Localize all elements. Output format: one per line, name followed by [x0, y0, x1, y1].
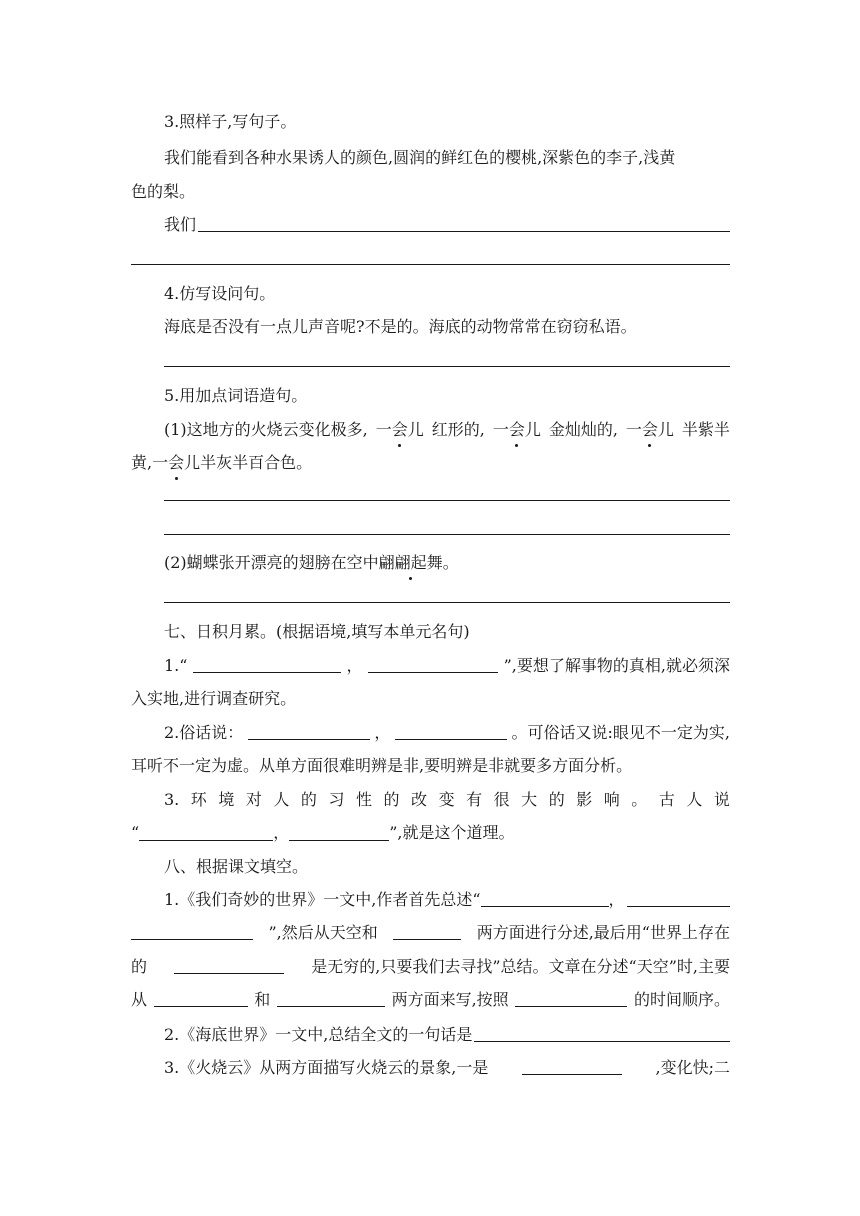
q5-s1-dotted-word-2: 一会儿 [493, 418, 541, 442]
s7-q3-char: 性 [355, 790, 372, 809]
s7-q3-char: 对 [245, 790, 262, 809]
q5-s1-text-a: (1)这地方的火烧云变化极多, [164, 420, 368, 439]
s7-q3-blank-1[interactable] [139, 822, 273, 841]
s8-q1-text-g: 从 [131, 990, 148, 1009]
s7-q3-char: 3. [164, 790, 180, 809]
s7-q3-char: 变 [438, 790, 455, 809]
s8-q1-blank-2b[interactable] [131, 921, 253, 940]
s7-q3-char: 很 [493, 790, 510, 809]
q5-s1-text-g: 半紫半 [681, 420, 730, 439]
s7-q3-open: “ [131, 823, 140, 842]
q5-s1-answer-line2[interactable] [164, 534, 730, 535]
q3-example-line1: 我们能看到各种水果诱人的颜色,圆润的鲜红色的樱桃,深紫色的李子,浅黄 [164, 148, 676, 167]
q5-sentence1-line2 [131, 451, 730, 475]
s8-q1-text-i: 两方面来写,按照 [391, 990, 509, 1009]
q5-s1-text-h: 黄, [131, 453, 153, 472]
s7-q1-line1 [164, 654, 730, 678]
s7-q2-rest: 。可俗话又说:眼见不一定为实, [511, 723, 730, 742]
s8-q1-line4 [131, 988, 730, 1012]
s8-q1-text-d: 两方面进行分述,最后用“世界上存在 [476, 923, 730, 942]
q4-title: 4.仿写设问句。 [164, 284, 276, 303]
s7-q3-char: 的 [383, 790, 400, 809]
q5-s2-text-a: (2)蝴蝶张开漂亮的翅膀在空中 [164, 553, 379, 572]
q5-s2-text-c: 。 [442, 553, 459, 572]
q3-title: 3.照样子,写句子。 [164, 112, 297, 131]
s8-q1-text-c: ”,然后从天空和 [268, 923, 378, 942]
q5-sentence1-line1 [164, 418, 730, 442]
s7-q3-char: 说 [713, 790, 730, 809]
q5-s1-dotted-word-3: 一会儿 [626, 418, 674, 442]
s7-q3-char: 人 [686, 790, 703, 809]
s7-q3-char: 人 [273, 790, 290, 809]
s7-q2-line2: 耳听不一定为虚。从单方面很难明辨是非,要明辨是非就要多方面分析。 [131, 756, 633, 775]
q5-s1-dotted-word-1: 一会儿 [376, 418, 424, 442]
q3-example-line2: 色的梨。 [131, 182, 196, 201]
q5-s2-dotted-word: 翩翩起舞 [379, 551, 443, 575]
s8-q1-blank-6[interactable] [277, 988, 385, 1007]
q3-answer-line2[interactable] [131, 264, 730, 265]
s8-q1-lead: 1.《我们奇妙的世界》一文中,作者首先总述“ [164, 890, 481, 909]
s7-q3-char: 大 [521, 790, 538, 809]
s7-q1-blank-2[interactable] [368, 654, 498, 673]
q5-s1-dotted-word-4: 一会儿 [152, 451, 200, 475]
s8-q3-blank-1[interactable] [522, 1056, 622, 1075]
s8-q1-blank-5[interactable] [154, 988, 248, 1007]
s7-q3-char: 古 [658, 790, 675, 809]
q5-title: 5.用加点词语造句。 [164, 386, 308, 405]
s8-q1-blank-2a[interactable] [627, 888, 730, 907]
s7-q2-comma: ， [374, 723, 391, 742]
s8-q3-line [164, 1056, 730, 1080]
s7-q3-comma: ， [273, 823, 290, 842]
q5-sentence2 [164, 551, 730, 575]
q4-example: 海底是否没有一点儿声音呢?不是的。海底的动物常常在窃窃私语。 [164, 317, 637, 336]
s7-q3-blank-2[interactable] [289, 822, 389, 841]
s8-q1-line3 [131, 955, 730, 979]
s8-q2-lead: 2.《海底世界》一文中,总结全文的一句话是 [164, 1025, 473, 1044]
q3-answer-blank[interactable] [198, 213, 730, 232]
s7-q2-line1 [164, 721, 730, 745]
s8-q2-line [164, 1023, 730, 1047]
s8-q1-text-e: 的 [131, 957, 148, 976]
s7-q3-line2 [131, 821, 730, 845]
s8-q1-comma: ， [608, 890, 625, 909]
s8-q1-line1 [164, 888, 730, 912]
s7-q1-open: 1.“ [164, 656, 188, 675]
s7-q3-char: 的 [548, 790, 565, 809]
q3-prompt: 我们 [164, 215, 197, 234]
s8-q1-text-h: 和 [254, 990, 271, 1009]
s7-q2-blank-1[interactable] [248, 721, 370, 740]
s8-q2-blank[interactable] [474, 1023, 730, 1042]
s7-q3-char: 环 [190, 790, 207, 809]
s7-q1-rest: ”,要想了解事物的真相,就必须深 [503, 656, 730, 675]
s7-q3-char: 的 [300, 790, 317, 809]
q3-answer-line1 [164, 213, 730, 237]
s8-q1-blank-7[interactable] [515, 988, 627, 1007]
s7-q3-char: 有 [466, 790, 483, 809]
s8-q1-text-j: 的时间顺序。 [633, 990, 730, 1009]
s7-q1-comma: ， [346, 656, 363, 675]
q4-answer-line[interactable] [164, 366, 730, 367]
s8-q1-line2 [131, 921, 730, 945]
section7-title: 七、日积月累。(根据语境,填写本单元名句) [164, 622, 470, 641]
s8-q1-blank-4[interactable] [174, 955, 284, 974]
q5-s1-answer-line1[interactable] [164, 500, 730, 501]
s7-q2-blank-2[interactable] [395, 721, 507, 740]
q5-s1-text-j: 半灰半百合色。 [200, 453, 313, 472]
s7-q3-char: 响 [603, 790, 620, 809]
s7-q3-line1 [164, 788, 730, 812]
s7-q3-char: 习 [328, 790, 345, 809]
s8-q3-lead: 3.《火烧云》从两方面描写火烧云的景象,一是 [164, 1058, 489, 1077]
s8-q1-blank-3[interactable] [393, 921, 461, 940]
s8-q1-text-f: 是无穷的,只要我们去寻找”总结。文章在分述“天空”时,主要 [311, 957, 730, 976]
s7-q1-blank-1[interactable] [193, 654, 341, 673]
s7-q3-rest: ”,就是这个道理。 [389, 823, 515, 842]
s7-q2-lead: 2.俗话说： [164, 723, 244, 742]
s7-q3-char: 。 [631, 790, 648, 809]
s7-q3-char: 境 [218, 790, 235, 809]
s7-q3-char: 改 [411, 790, 428, 809]
q5-s1-text-c: 红形的, [431, 420, 485, 439]
q5-s1-text-e: 金灿灿的, [548, 420, 618, 439]
q5-s2-answer-line[interactable] [164, 602, 730, 603]
s7-q3-char: 影 [576, 790, 593, 809]
section8-title: 八、根据课文填空。 [164, 857, 309, 876]
s8-q3-rest: ,变化快;二 [655, 1058, 730, 1077]
s8-q1-blank-1[interactable] [481, 888, 609, 907]
s7-q1-line2: 入实地,进行调查研究。 [131, 689, 297, 708]
